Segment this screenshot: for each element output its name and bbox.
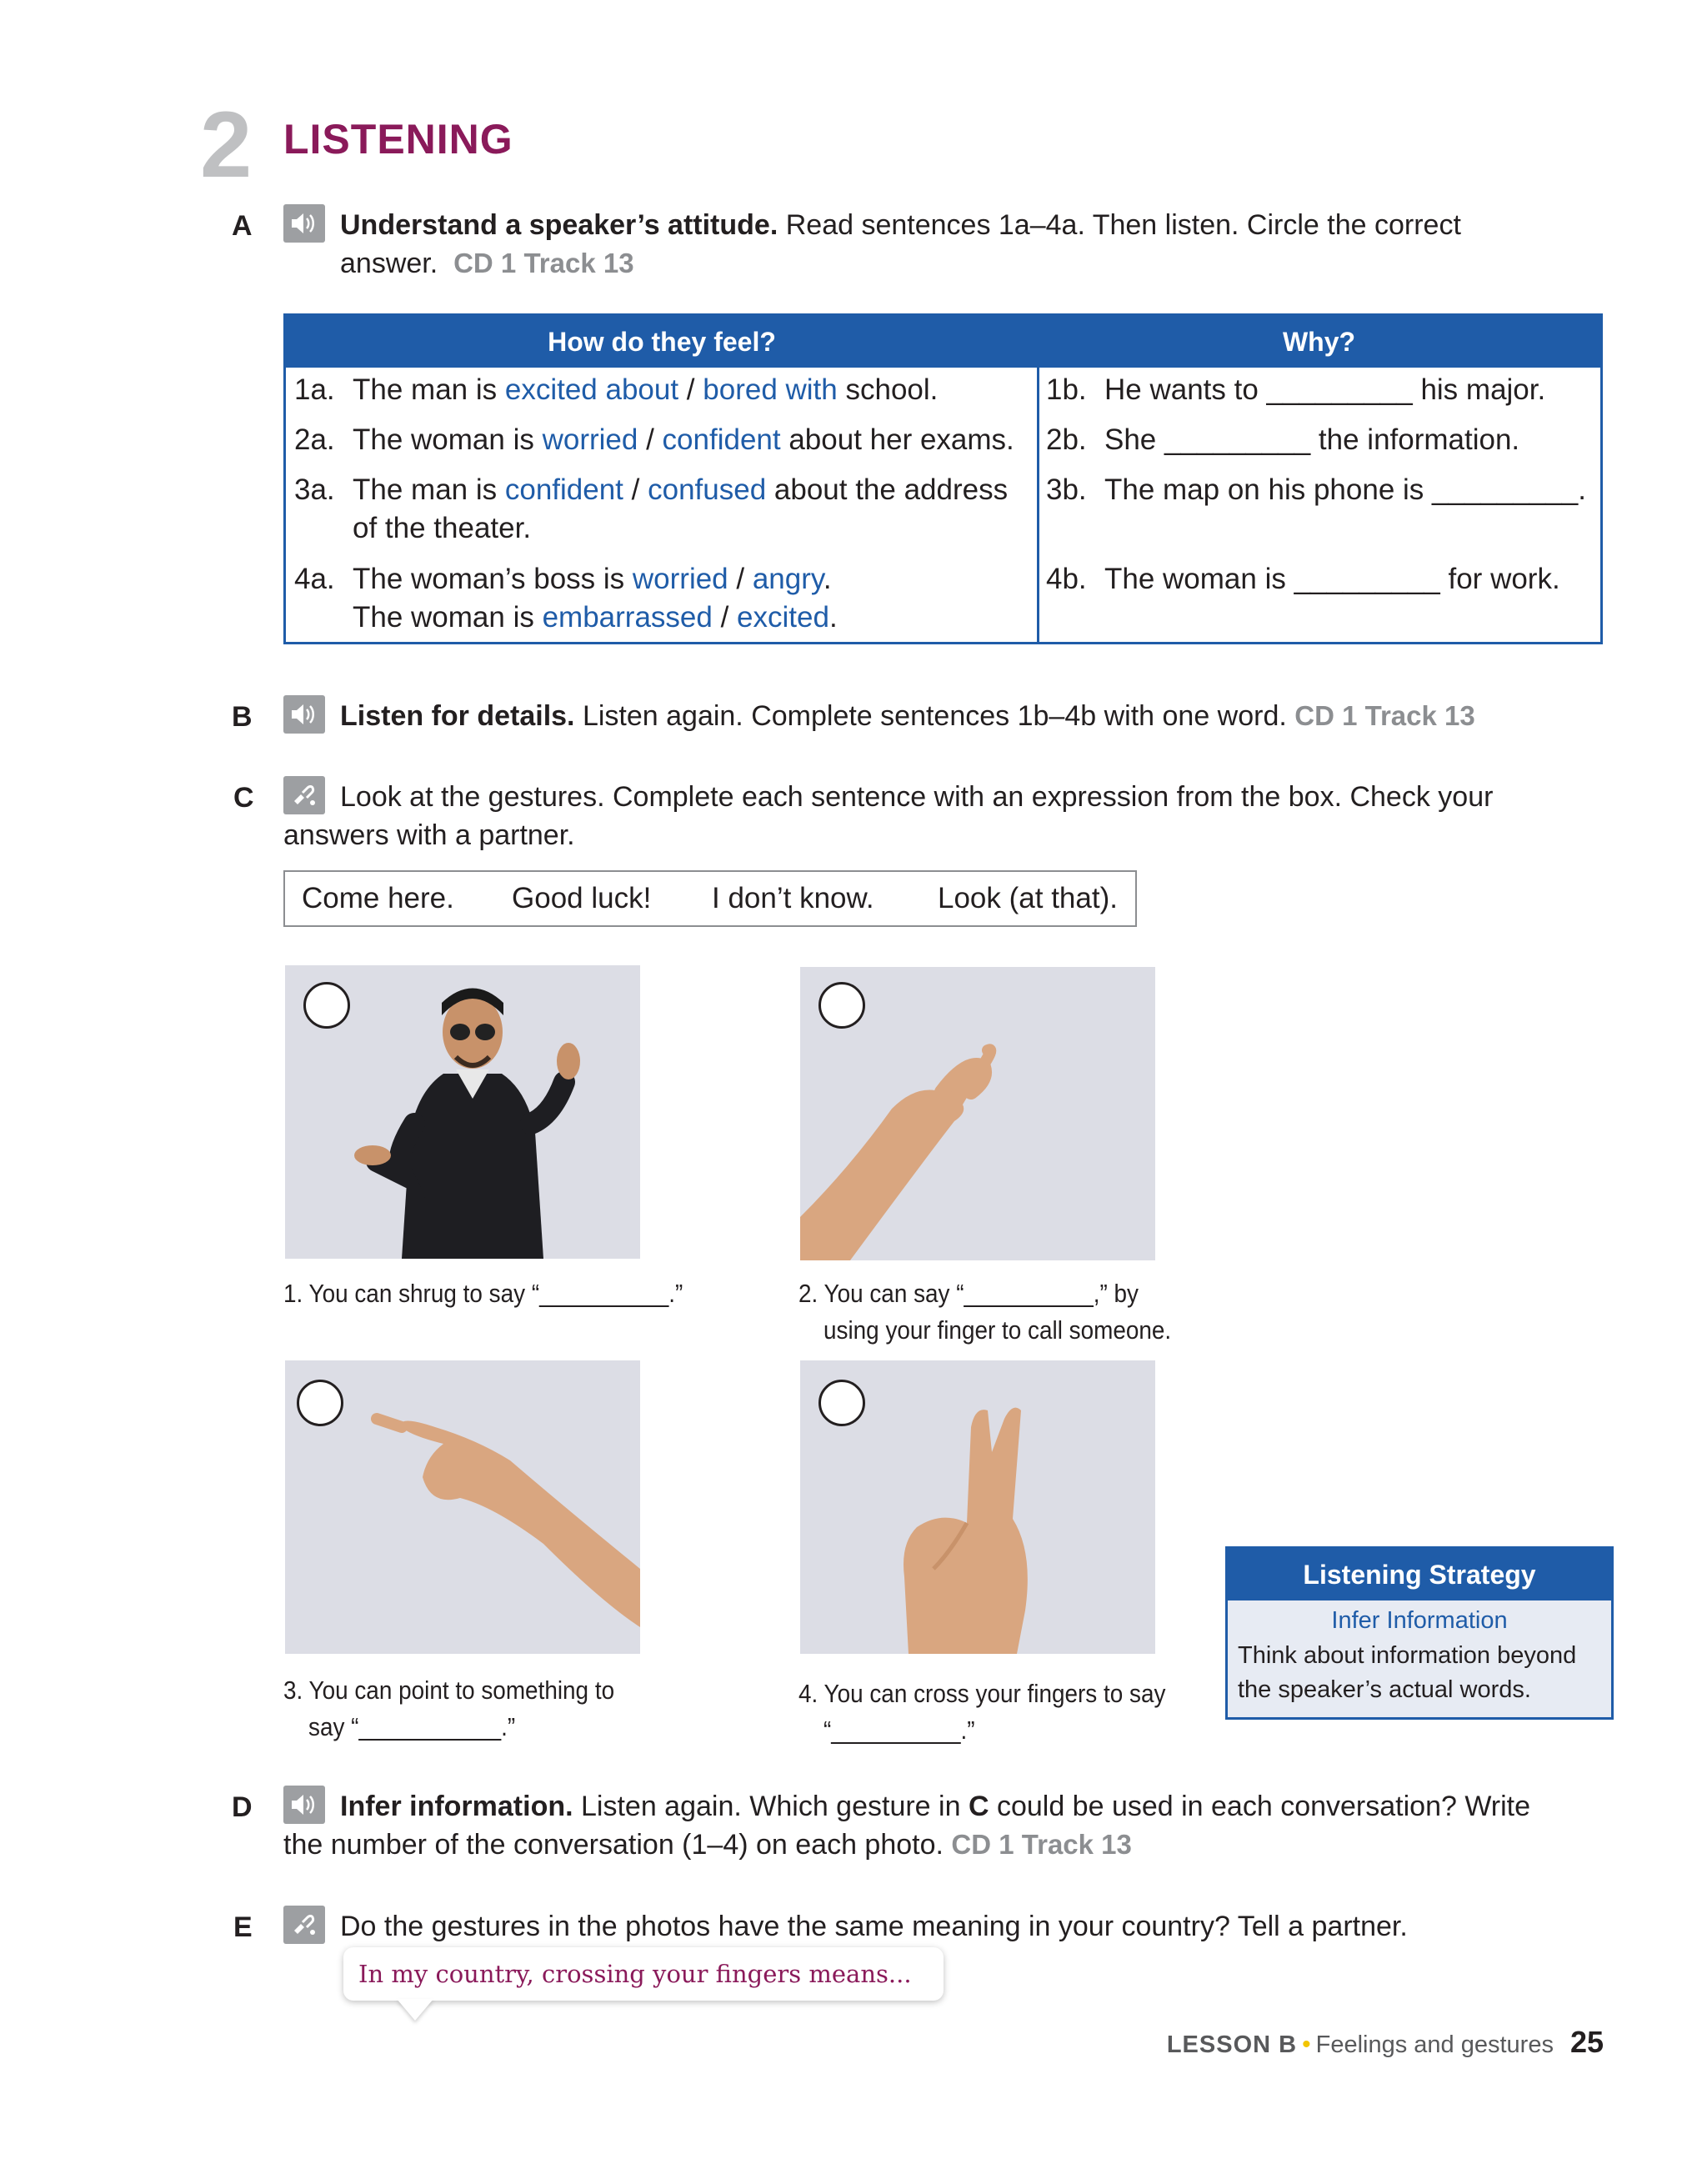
page-number: 25 xyxy=(1569,2025,1604,2059)
exercise-c-instruction: Look at the gestures. Complete each sentence with an expression from the box. Check your xyxy=(340,781,1494,813)
exercise-letter-a: A xyxy=(232,210,253,242)
table-row-3b[interactable]: 3b. The map on his phone is _________. xyxy=(1046,473,1586,506)
exercise-letter-c: C xyxy=(233,782,254,814)
strategy-body: Think about information beyond the speaker’s actual words. xyxy=(1238,1642,1577,1703)
answer-option[interactable]: bored with xyxy=(703,373,838,406)
exercise-a-instruction xyxy=(340,206,1607,244)
answer-option[interactable]: confident xyxy=(504,473,623,506)
answer-option[interactable]: confident xyxy=(662,423,781,456)
expression-item: Look (at that). xyxy=(938,882,1118,914)
photo-caption-3: 3. You can point to something to xyxy=(283,1676,615,1705)
answer-circle[interactable] xyxy=(297,1380,343,1426)
photo-caption-1: 1. You can shrug to say “__________.” xyxy=(283,1279,683,1308)
answer-option[interactable]: excited xyxy=(737,601,829,634)
answer-circle[interactable] xyxy=(818,1380,865,1426)
exercise-e-instruction: Do the gestures in the photos have the same meaning in your country? Tell a partner. xyxy=(340,1911,1408,1942)
lesson-topic: Feelings and gestures xyxy=(1315,2031,1554,2058)
answer-circle[interactable] xyxy=(303,982,350,1029)
exercise-b-instruction xyxy=(340,697,1475,735)
answer-option[interactable]: embarrassed xyxy=(542,601,713,634)
speech-bubble xyxy=(343,1947,944,2001)
cd-track-label: CD 1 Track 13 xyxy=(1294,700,1475,731)
page-footer xyxy=(1167,2026,1604,2061)
attitude-table xyxy=(283,313,1603,644)
photo-caption-3-line2: say “___________.” xyxy=(308,1712,516,1741)
exercise-a-skill: Understand a speaker’s attitude. xyxy=(340,209,778,241)
cd-track-label: CD 1 Track 13 xyxy=(453,248,634,278)
exercise-letter-d: D xyxy=(232,1791,253,1823)
expression-box xyxy=(283,870,1137,927)
bullet-icon: • xyxy=(1302,2031,1311,2058)
exercise-a-line2 xyxy=(340,244,634,283)
exercise-d-line2: the number of the conversation (1–4) on each photo. CD 1 Track 13 xyxy=(283,1829,1132,1861)
expression-item: I don’t know. xyxy=(712,882,874,914)
pair-work-icon xyxy=(283,776,325,814)
table-row-1a: 1a. The man is excited about / bored with school. xyxy=(294,373,939,406)
pair-work-icon xyxy=(283,1906,325,1944)
exercise-letter-b: B xyxy=(232,701,253,733)
photo-caption-2: 2. You can say “__________,” by xyxy=(798,1279,1139,1308)
speech-bubble-tail xyxy=(397,1999,433,2021)
listening-strategy-box xyxy=(1225,1546,1614,1720)
exercise-b-text: Listen again. Complete sentences 1b–4b with one word. xyxy=(574,700,1295,732)
expression-item: Come here. xyxy=(302,882,454,914)
exercise-d-skill: Infer information. xyxy=(340,1791,573,1822)
audio-speaker-icon[interactable] xyxy=(283,204,325,243)
table-divider xyxy=(1037,368,1039,642)
exercise-a-text-2: answer. xyxy=(340,248,438,279)
table-row-4a: 4a. The woman’s boss is worried / angry. The woman is embarrassed / excited. xyxy=(294,563,838,634)
answer-option[interactable]: angry xyxy=(752,563,823,595)
table-row-2a: 2a. The woman is worried / confident about her exams. xyxy=(294,423,1014,456)
exercise-a-text: Read sentences 1a–4a. Then listen. Circle the correct xyxy=(778,209,1461,241)
answer-option[interactable]: worried xyxy=(632,563,728,595)
exercise-letter-e: E xyxy=(233,1911,253,1943)
strategy-subtitle: Infer Information xyxy=(1331,1607,1508,1634)
answer-circle[interactable] xyxy=(818,982,865,1029)
section-number: 2 xyxy=(200,93,249,197)
photo-caption-2-line2: using your finger to call someone. xyxy=(823,1315,1172,1345)
section-title: LISTENING xyxy=(283,116,513,163)
table-row-2b[interactable]: 2b. She _________ the information. xyxy=(1046,423,1520,456)
lesson-label: LESSON B xyxy=(1166,2031,1298,2058)
speech-bubble-text: In my country, crossing your fingers means... xyxy=(358,1960,912,1988)
table-header-left: How do they feel? xyxy=(548,327,776,357)
answer-option[interactable]: confused xyxy=(648,473,767,506)
cd-track-label: CD 1 Track 13 xyxy=(951,1829,1132,1860)
exercise-c-line2: answers with a partner. xyxy=(283,819,575,851)
table-header xyxy=(286,316,1600,368)
table-row-1b[interactable]: 1b. He wants to _________ his major. xyxy=(1046,373,1546,406)
exercise-d-instruction: Infer information. Listen again. Which gesture in C could be used in each conversation? Write xyxy=(340,1791,1531,1822)
strategy-title: Listening Strategy xyxy=(1228,1549,1611,1600)
audio-speaker-icon[interactable] xyxy=(283,1786,325,1824)
table-row-4b[interactable]: 4b. The woman is _________ for work. xyxy=(1046,563,1560,595)
photo-caption-4-line2: “__________.” xyxy=(823,1716,975,1745)
table-header-right: Why? xyxy=(1282,327,1356,357)
answer-option[interactable]: excited about xyxy=(504,373,679,406)
audio-speaker-icon[interactable] xyxy=(283,695,325,734)
expression-item: Good luck! xyxy=(512,882,652,914)
answer-option[interactable]: worried xyxy=(542,423,638,456)
photo-caption-4: 4. You can cross your fingers to say xyxy=(798,1679,1166,1708)
exercise-b-skill: Listen for details. xyxy=(340,700,575,732)
table-row-3a: 3a. The man is confident / confused about the address of the theater. xyxy=(294,473,1009,544)
